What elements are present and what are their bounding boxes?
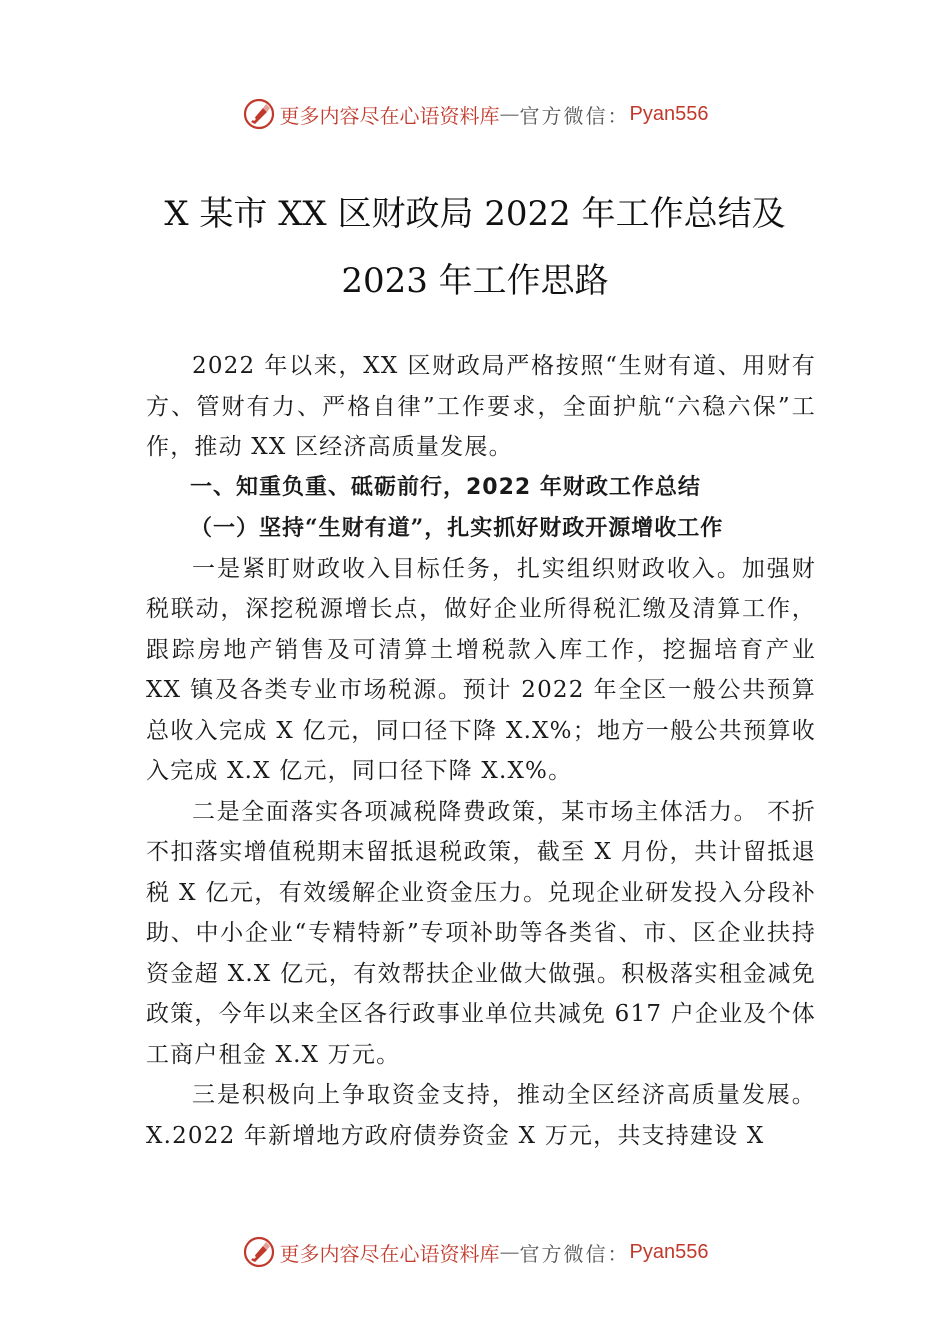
subsection-heading: （一）坚持“生财有道”，扎实抓好财政开源增收工作 — [190, 515, 724, 541]
watermark-official-label: 官方微信： — [519, 1241, 630, 1266]
body-paragraph: 一是紧盯财政收入目标任务，扎实组织财政收入。加强财税联动，深挖税源增长点，做好企业所得税汇缴及清算工作，跟踪房地产销售及可清算土增税款入库工作，挖掘培育产业 XX 镇及各类专业市场税源。预计 2022 年全区一般公共预算总收入完成 X 亿元，同口径下降 X.X%；地方一般公共预算收入完成 X.X 亿元，同口径下降 X.X%。 — [146, 555, 816, 784]
watermark-wechat-id: Pyan556 — [629, 102, 709, 125]
document-body — [146, 346, 816, 1156]
watermark-banner-top — [0, 94, 950, 134]
body-paragraph: 2022 年以来，XX 区财政局严格按照“生财有道、用财有方、管财有力、严格自律”工作要求，全面护航“六稳六保”工作，推动 XX 区经济高质量发展。 — [146, 353, 816, 460]
document-title-line-1: X 某市 XX 区财政局 2022 年工作总结及 — [164, 194, 786, 234]
watermark-separator: — — [499, 1240, 520, 1264]
watermark-official-label: 官方微信： — [519, 103, 630, 128]
watermark-main-text: 更多内容尽在心语资料库 — [279, 103, 500, 128]
document-title-line-2: 2023 年工作思路 — [341, 261, 609, 301]
watermark-wechat-id: Pyan556 — [629, 1240, 709, 1263]
watermark-separator: — — [499, 102, 520, 126]
watermark-main-text: 更多内容尽在心语资料库 — [279, 1241, 500, 1266]
pen-nib-logo-icon — [242, 1235, 276, 1269]
section-heading: 一、知重负重、砥砺前行，2022 年财政工作总结 — [190, 474, 701, 500]
body-paragraph: 二是全面落实各项减税降费政策，某市场主体活力。 不折不扣落实增值税期末留抵退税政策，截至 X 月份，共计留抵退税 X 亿元，有效缓解企业资金压力。兑现企业研发投入分段补助、中小企业“专精特新”专项补助等各类省、市、区企业扶持资金超 X.X 亿元，有效帮扶企业做大做强。积极落实租金减免政策，今年以来全区各行政事业单位共减免 617 户企业及个体工商户租金 X.X 万元。 — [146, 798, 816, 1068]
body-paragraph: 三是积极向上争取资金支持，推动全区经济高质量发展。 X.2022 年新增地方政府债券资金 X 万元，共支持建设 X — [146, 1082, 816, 1149]
pen-nib-logo-icon — [242, 97, 276, 131]
watermark-banner-bottom — [0, 1232, 950, 1272]
